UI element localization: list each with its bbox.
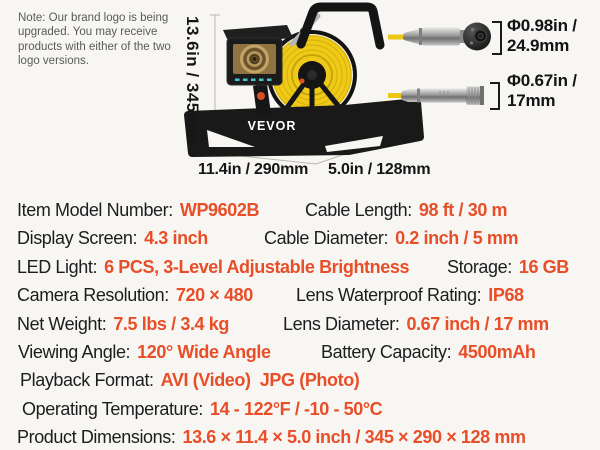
spec-value: 120° Wide Angle [137,341,271,362]
spec-item [305,196,507,224]
camera-head-large-illustration [388,14,506,60]
specifications-list [0,196,600,450]
spec-value: IP68 [488,285,524,306]
height-dimension-label: 13.6in / 345mm [183,16,202,144]
camera-head-small-illustration [388,76,506,116]
cable [388,93,402,98]
spec-item [20,366,359,394]
spec-value: 7.5 lbs / 3.4 kg [113,313,229,334]
width-dimension-label: 11.4in / 290mm [198,161,309,178]
diameter-line1: Φ0.98in / [507,16,577,35]
spec-value: 6 PCS, 3-Level Adjustable Brightness [104,256,410,277]
spec-value: 14 - 122°F / -10 - 50°C [209,398,383,419]
spec-value: 16 GB [518,256,569,277]
depth-dimension-label: 5.0in / 128mm [328,161,431,178]
spec-label: Operating Temperature: [22,398,203,419]
spec-label: Battery Capacity: [321,341,452,362]
spec-item [17,196,259,224]
spec-label: Storage: [447,256,512,277]
spec-item [22,395,382,423]
spec-item [17,224,208,252]
brand-logo-note: Note: Our brand logo is being upgraded. You may receive products with either of the two logo versions. [18,12,171,68]
spec-item [17,423,526,450]
spec-item [17,253,409,281]
spec-label: Playback Format: [20,370,154,391]
spec-row [0,423,600,450]
camera-head-large-diameter-label [507,16,577,56]
spec-value: 4.3 inch [144,228,208,249]
spec-label: Net Weight: [17,313,107,334]
cable [388,35,404,40]
spec-row [0,366,600,394]
diameter-line1: Φ0.67in / [507,71,577,90]
spec-row [0,338,600,366]
vevor-logo-text: VEVOR [247,119,297,133]
spec-item [283,310,549,338]
spec-value: 720 × 480 [175,285,253,306]
camera-head-small-diameter-label [507,71,577,111]
spec-label: Viewing Angle: [18,341,131,362]
diameter-line2: 17mm [507,91,556,110]
spec-value: 13.6 × 11.4 × 5.0 inch / 345 × 290 × 128 mm [182,427,526,448]
spec-row [0,281,600,309]
spec-item [447,253,569,281]
spec-value: 98 ft / 30 m [418,200,508,220]
spec-item [296,281,524,309]
spec-value: 0.67 inch / 17 mm [406,313,549,334]
spec-row [0,196,600,224]
spec-label: Display Screen: [17,228,138,249]
monitor [223,25,293,116]
spec-row [0,310,600,338]
spec-row [0,395,600,423]
spec-item [18,338,271,366]
spec-label: Cable Diameter: [264,228,389,249]
spec-row [0,224,600,252]
spec-item [264,224,518,252]
diameter-line2: 24.9mm [507,36,570,55]
base-frame [188,102,420,153]
spec-item [17,310,229,338]
spec-value: 0.2 inch / 5 mm [395,228,519,249]
spec-value: AVI (Video) JPG (Photo) [160,370,360,391]
spec-row [0,253,600,281]
spec-label: Lens Diameter: [283,313,400,334]
spec-label: Product Dimensions: [17,427,176,448]
spec-label: Camera Resolution: [17,285,169,306]
spec-item [17,281,253,309]
spec-label: Cable Length: [305,200,412,220]
diameter-bracket [490,83,499,109]
spec-value: 4500mAh [458,341,536,362]
spec-label: Item Model Number: [17,200,173,220]
diameter-bracket [492,22,501,54]
spec-value: WP9602B [179,200,260,220]
spec-item [321,338,536,366]
spec-label: Lens Waterproof Rating: [296,285,482,306]
spec-label: LED Light: [17,256,98,277]
